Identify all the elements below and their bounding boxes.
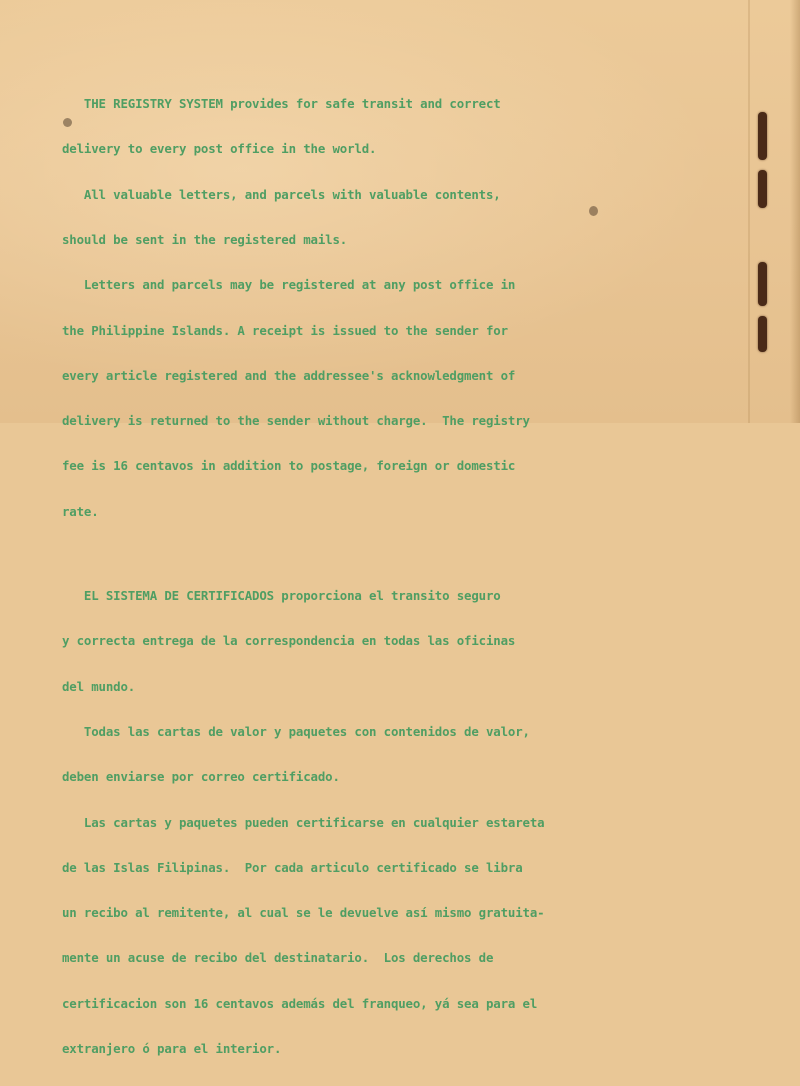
spanish-line: certificacion son 16 centavos además del franqueo, yá sea para el bbox=[62, 995, 538, 1011]
spanish-line: deben enviarse por correo certificado. bbox=[62, 769, 340, 785]
english-line: should be sent in the registered mails. bbox=[62, 232, 348, 248]
card-edge-shadow bbox=[790, 0, 800, 423]
spanish-line: EL SISTEMA DE CERTIFICADOS proporciona el transito seguro bbox=[62, 588, 501, 604]
english-line: All valuable letters, and parcels with valuable contents, bbox=[62, 186, 501, 202]
spanish-line: y correcta entrega de la correspondencia en todas las oficinas bbox=[62, 633, 516, 649]
english-line: rate. bbox=[62, 503, 99, 519]
perforation-mark bbox=[758, 170, 767, 208]
spanish-line: del mundo. bbox=[62, 678, 136, 694]
spanish-line: extranjero ó para el interior. bbox=[62, 1041, 282, 1056]
perforation-mark bbox=[758, 112, 767, 160]
paragraph-gap bbox=[62, 549, 702, 558]
fold-line bbox=[748, 0, 750, 423]
english-line: every article registered and the addressee's acknowledgment of bbox=[62, 367, 516, 383]
english-line: THE REGISTRY SYSTEM provides for safe transit and correct bbox=[62, 96, 501, 112]
perforation-mark bbox=[758, 262, 767, 306]
spanish-line: Las cartas y paquetes pueden certificarse en cualquier estareta bbox=[62, 814, 545, 830]
perforation-mark bbox=[758, 316, 767, 352]
english-line: the Philippine Islands. A receipt is issued to the sender for bbox=[62, 322, 508, 338]
spanish-line: mente un acuse de recibo del destinatario. Los derechos de bbox=[62, 950, 494, 966]
english-line: delivery is returned to the sender without charge. The registry bbox=[62, 413, 530, 429]
english-line: fee is 16 centavos in addition to postage, foreign or domestic bbox=[62, 458, 516, 474]
spanish-line: de las Islas Filipinas. Por cada articulo certificado se libra bbox=[62, 859, 523, 875]
spanish-line: Todas las cartas de valor y paquetes con contenidos de valor, bbox=[62, 724, 530, 740]
spanish-line: un recibo al remitente, al cual se le devuelve así mismo gratuita- bbox=[62, 905, 545, 921]
english-line: delivery to every post office in the world. bbox=[62, 141, 377, 157]
english-line: Letters and parcels may be registered at any post office in bbox=[62, 277, 516, 293]
registry-notice-text bbox=[62, 66, 702, 1086]
